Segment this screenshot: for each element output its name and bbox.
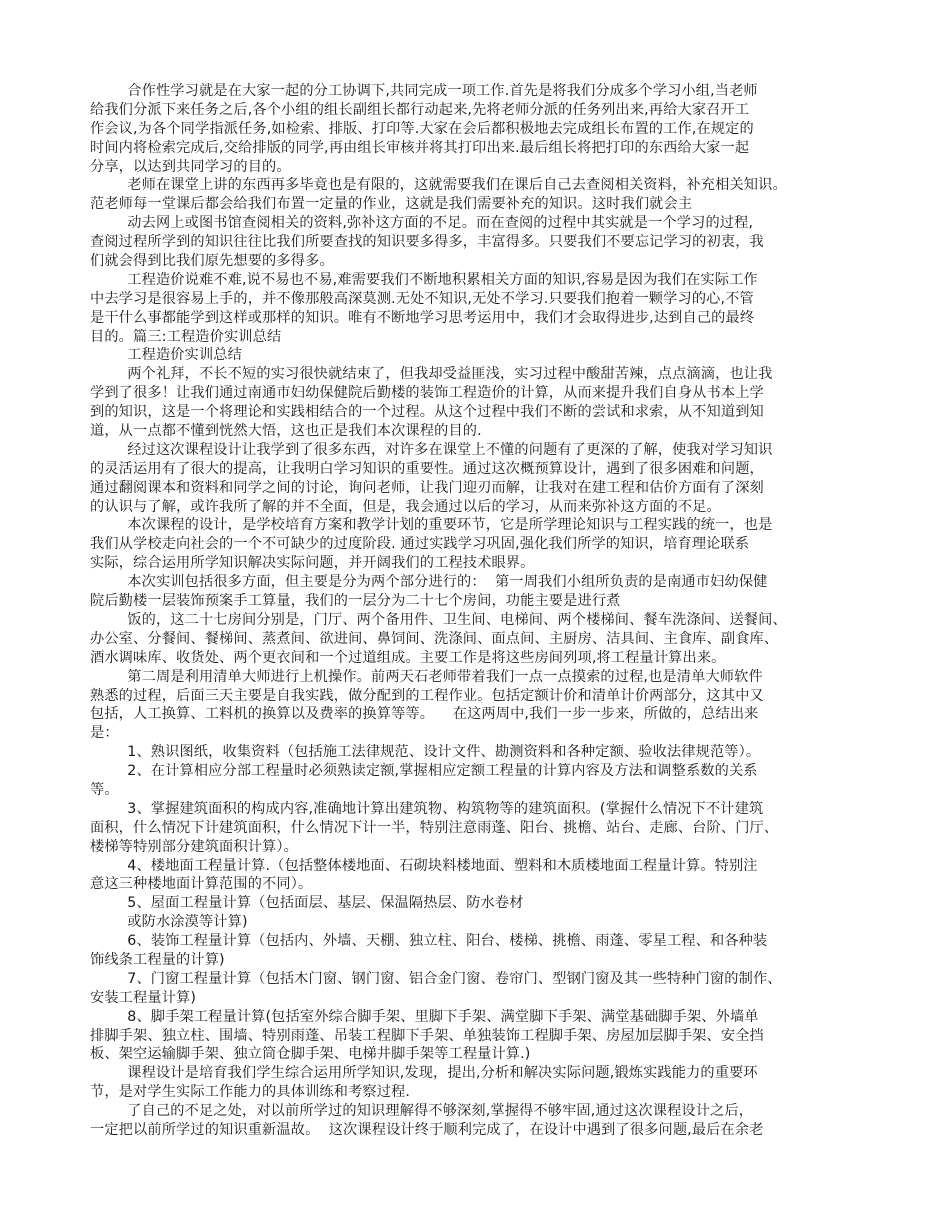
text-line: 院后勤楼一层装饰预案手工算量，我们的一层分为二十七个房间，功能主要是进行煮 bbox=[90, 593, 621, 610]
text-line: 6、装饰工程量计算（包括内、外墙、天棚、独立柱、阳台、楼梯、挑檐、雨蓬、零星工程、和各种装 bbox=[90, 933, 768, 950]
text-line: 道，从一点都不懂到恍然大悟，这也正是我们本次课程的目的. bbox=[90, 423, 482, 440]
text-line: 我们从学校走向社会的一个不可缺少的过度阶段. 通过实践学习巩固,强化我们所学的知识，培育理论联系 bbox=[90, 536, 750, 553]
text-line: 了自己的不足之处，对以前所学过的知识理解得不够深刻,掌握得不够牢固,通过这次课程设计之后， bbox=[90, 1103, 754, 1120]
text-line: 课程设计是培育我们学生综合运用所学知识,发现，提出,分析和解决实际问题,锻炼实践能力的重要环 bbox=[90, 1065, 758, 1082]
text-line: 作会议,为各个同学指派任务,如检索、排版、打印等.大家在会后都积极地去完成组长布置的工作,在规定的 bbox=[90, 120, 754, 137]
document-body bbox=[90, 82, 880, 1140]
text-line: 3、掌握建筑面积的构成内容,准确地计算出建筑物、构筑物等的建筑面积。(掌握什么情况下不计建筑 bbox=[90, 800, 764, 817]
text-line: 5、屋面工程量计算（包括面层、基层、保温隔热层、防水卷材 bbox=[90, 895, 524, 912]
text-line: 等。 bbox=[90, 781, 119, 798]
text-line: 学到了很多！让我们通过南通市妇幼保健院后勤楼的装饰工程造价的计算，从而来提升我们自身从书本上学 bbox=[90, 385, 764, 402]
text-line: 4、楼地面工程量计算.（包括整体楼地面、石砌块料楼地面、塑料和木质楼地面工程量计算。特别注 bbox=[90, 857, 758, 874]
text-line: 排脚手架、独立柱、围墙、特别雨蓬、吊装工程脚下手架、单独装饰工程脚手架、房屋加层脚手架、安全挡 bbox=[90, 1027, 764, 1044]
text-line: 到的知识，这是一个将理论和实践相结合的一个过程。从这个过程中我们不断的尝试和求索，从不知道到知 bbox=[90, 404, 764, 421]
text-line: 一定把以前所学过的知识重新温故。 这次课程设计终于顺利完成了，在设计中遇到了很多问题,最后在余老 bbox=[90, 1121, 764, 1138]
text-line: 实际，综合运用所学知识解决实际问题，并开阔我们的工程技术眼界。 bbox=[90, 555, 535, 572]
text-line: 经过这次课程设计让我学到了很多东西，对许多在课堂上不懂的问题有了更深的了解，使我对学习知识 bbox=[90, 441, 773, 458]
text-line: 节，是对学生实际工作能力的具体训练和考察过程. bbox=[90, 1084, 411, 1101]
text-line: 本次课程的设计，是学校培育方案和教学计划的重要环节，它是所学理论知识与工程实践的统一，也是 bbox=[90, 517, 773, 534]
text-line: 办公室、分餐间、餐梯间、蒸煮间、欲进间、鼻饲间、洗涤间、面点间、主厨房、洁具间、主食库、副食库、 bbox=[90, 630, 779, 647]
text-line: 合作性学习就是在大家一起的分工协调下,共同完成一项工作.首先是将我们分成多个学习小组,当老师 bbox=[90, 83, 758, 99]
text-line: 熟悉的过程，后面三天主要是自我实践，做分配到的工程作业。包括定额计价和清单计价两部分，这其中又 bbox=[90, 687, 764, 704]
text-line: 7、门窗工程量计算（包括木门窗、钢门窗、铝合金门窗、卷帘门、型钢门窗及其一些特种门窗的制作、 bbox=[90, 970, 782, 987]
text-line: 板、架空运输脚手架、独立筒仓脚手架、电梯井脚手架等工程量计算.) bbox=[90, 1046, 531, 1063]
text-line: 时间内将检索完成后,交给排版的同学,再由组长审核并将其打印出来.最后组长将把打印的东西给大家一起 bbox=[90, 139, 750, 156]
text-line: 第二周是利用清单大师进行上机操作。前两天石老师带着我们一点一点摸索的过程,也是清单大师软件 bbox=[90, 668, 763, 685]
text-line: 老师在课堂上讲的东西再多毕竟也是有限的，这就需要我们在课后自己去查阅相关资料，补充相关知识。 bbox=[90, 177, 787, 194]
text-line: 分享，以达到共同学习的目的。 bbox=[90, 158, 291, 175]
text-line: 通过翻阅课本和资料和同学之间的讨论，询问老师，让我门迎刃而解，让我对在建工程和估价方面有了深刻 bbox=[90, 479, 764, 496]
text-line: 工程造价说难不难,说不易也不易,难需要我们不断地积累相关方面的知识,容易是因为我们在实际工作 bbox=[90, 271, 758, 288]
text-line: 8、脚手架工程量计算(包括室外综合脚手架、里脚下手架、满堂脚下手架、满堂基础脚手架、外墙单 bbox=[90, 1008, 759, 1025]
text-line: 楼梯等特别部分建筑面积计算）。 bbox=[90, 838, 298, 855]
text-line: 给我们分派下来任务之后,各个小组的组长副组长都行动起来,先将老师分派的任务列出来,再给大家召开工 bbox=[90, 101, 750, 118]
text-line: 动去网上或图书馆查阅相关的资料,弥补这方面的不足。而在查阅的过程中其实就是一个学习的过程, bbox=[90, 215, 754, 232]
text-line: 酒水调味库、收货处、两个更衣间和一个过道组成。主要工作是将这些房间列项,将工程量计算出来。 bbox=[90, 649, 726, 666]
text-line: 范老师每一堂课后都会给我们布置一定量的作业，这就是我们需要补充的知识。这时我们就会主 bbox=[90, 196, 693, 213]
text-line: 或防水涂漠等计算) bbox=[90, 914, 248, 931]
text-line: 本次实训包括很多方面，但主要是分为两个部分进行的： 第一周我们小组所负责的是南通市妇幼保健 bbox=[90, 574, 768, 591]
text-line: 的灵活运用有了很大的提高，让我明白学习知识的重要性。通过这次概预算设计，遇到了很多困难和问题， bbox=[90, 460, 764, 477]
text-line: 包括，人工换算、工料机的换算以及费率的换算等等。 在这两周中,我们一步一步来，所做的，总结出来 bbox=[90, 706, 759, 723]
text-line: 是干什么事都能学到这样或那样的知识。唯有不断地学习思考运用中，我们才会取得进步,达到自己的最终 bbox=[90, 309, 755, 326]
text-line: 2、在计算相应分部工程量时必须熟读定额,掌握相应定额工程量的计算内容及方法和调整系数的关系 bbox=[90, 763, 758, 780]
text-line: 是： bbox=[90, 725, 119, 742]
text-line: 们就会得到比我们原先想要的多得多。 bbox=[90, 253, 334, 270]
text-line: 饰线条工程量的计算) bbox=[90, 951, 225, 968]
text-line: 工程造价实训总结 bbox=[90, 347, 242, 364]
text-line: 意这三种楼地面计算范围的不同）。 bbox=[90, 876, 313, 893]
text-line: 1、熟识图纸，收集资料（包括施工法律规范、设计文件、勘测资料和各种定额、验收法律规范等）。 bbox=[90, 744, 761, 761]
text-line: 查阅过程所学到的知识往往比我们所要查找的知识要多得多，丰富得多。只要我们不要忘记学习的初衷，我 bbox=[90, 234, 764, 251]
text-line: 目的。篇三:工程造价实训总结 bbox=[90, 328, 282, 345]
text-line: 中去学习是很容易上手的，并不像那般高深莫测.无处不知识,无处不学习.只要我们抱着一颗学习的心,不管 bbox=[90, 290, 754, 307]
text-line: 面积，什么情况下计建筑面积，什么情况下计一半，特别注意雨蓬、阳台、挑檐、站台、走廊、台阶、门厅、 bbox=[90, 819, 779, 836]
text-line: 饭的，这二十七房间分别是，门厅、两个备用件、卫生间、电梯间、两个楼梯间、餐车洗涤间、送餐间、 bbox=[90, 611, 787, 628]
text-line: 两个礼拜，不长不短的实习很快就结束了，但我却受益匪浅，实习过程中酸甜苦辣，点点滴滴，也让我 bbox=[90, 366, 773, 383]
text-line: 安装工程量计算) bbox=[90, 989, 197, 1006]
text-line: 的认识与了解，或许我所了解的并不全面，但是，我会通过以后的学习，从而来弥补这方面的不足。 bbox=[90, 498, 721, 515]
